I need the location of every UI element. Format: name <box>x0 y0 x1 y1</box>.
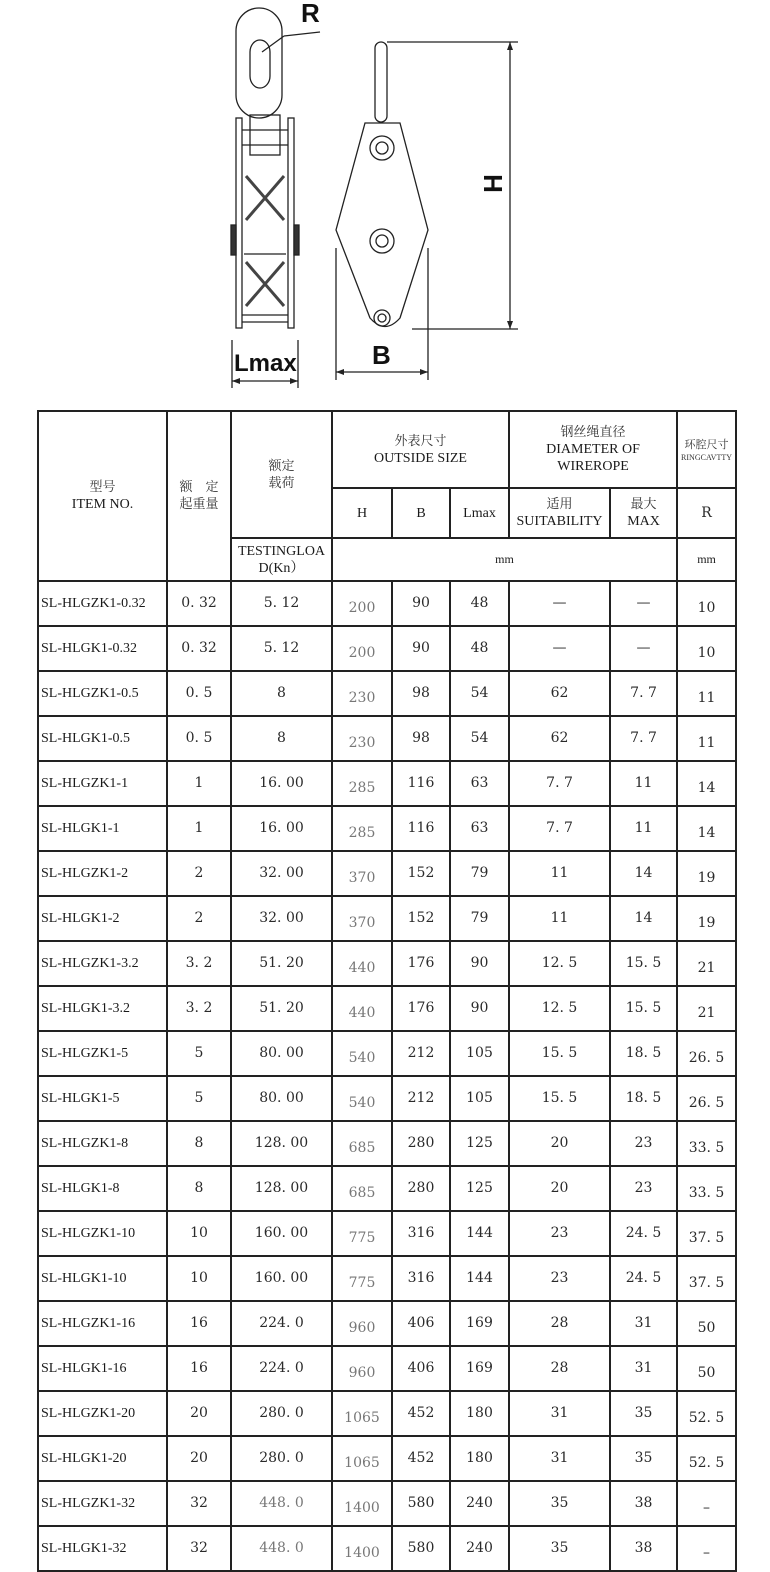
table-row <box>38 1256 736 1301</box>
cell-item-no: SL-HLGK1-0.5 <box>38 716 167 761</box>
cell-b: 580 <box>392 1481 450 1526</box>
cell-item-no: SL-HLGK1-8 <box>38 1166 167 1211</box>
pulley-block-drawing <box>200 0 530 400</box>
cell-item-no: SL-HLGK1-0.32 <box>38 626 167 671</box>
cell-test-load: 128. 00 <box>231 1166 332 1211</box>
cell-test-load: 51. 20 <box>231 986 332 1031</box>
cell-lmax: 105 <box>450 1031 509 1076</box>
cell-max: — <box>610 581 677 626</box>
header-item-en: ITEM NO. <box>71 497 134 512</box>
cell-h: 960 <box>332 1301 392 1346</box>
cell-suitability: 15. 5 <box>509 1031 610 1076</box>
cell-r: 21 <box>677 941 736 986</box>
cell-rated-lift: 0. 5 <box>167 716 231 761</box>
cell-h: 1065 <box>332 1436 392 1481</box>
cell-r: 10 <box>677 581 736 626</box>
eye-neck <box>250 115 280 155</box>
cell-item-no: SL-HLGZK1-10 <box>38 1211 167 1256</box>
header-unit-mm: mm <box>332 538 677 581</box>
header-outside-size <box>332 411 509 488</box>
cell-max: 15. 5 <box>610 986 677 1031</box>
cell-item-no: SL-HLGK1-1 <box>38 806 167 851</box>
cell-max: 18. 5 <box>610 1031 677 1076</box>
cell-rated-lift: 10 <box>167 1211 231 1256</box>
table-row <box>38 1391 736 1436</box>
cell-max: 14 <box>610 851 677 896</box>
table-row <box>38 671 736 716</box>
cell-b: 580 <box>392 1526 450 1571</box>
header-max-en: MAX <box>627 514 660 529</box>
cell-test-load: 5. 12 <box>231 581 332 626</box>
cell-h: 540 <box>332 1031 392 1076</box>
table-row <box>38 1031 736 1076</box>
cell-item-no: SL-HLGZK1-0.32 <box>38 581 167 626</box>
cell-b: 90 <box>392 581 450 626</box>
cell-lmax: 54 <box>450 716 509 761</box>
dimension-label-h: H <box>477 174 508 193</box>
cell-rated-lift: 3. 2 <box>167 941 231 986</box>
eye-ring-inner <box>250 40 270 88</box>
cell-max: — <box>610 626 677 671</box>
cell-suitability: 15. 5 <box>509 1076 610 1121</box>
cell-rated-lift: 2 <box>167 896 231 941</box>
cell-h: 230 <box>332 671 392 716</box>
cell-max: 31 <box>610 1301 677 1346</box>
cell-suitability: 28 <box>509 1346 610 1391</box>
cell-suitability: 20 <box>509 1166 610 1211</box>
cell-lmax: 144 <box>450 1256 509 1301</box>
cell-r: 33. 5 <box>677 1166 736 1211</box>
table-row <box>38 761 736 806</box>
header-unit-mm-r: mm <box>677 538 736 581</box>
table-row <box>38 1481 736 1526</box>
cell-b: 116 <box>392 806 450 851</box>
header-col-h: H <box>332 488 392 538</box>
cell-h: 440 <box>332 986 392 1031</box>
cell-lmax: 48 <box>450 581 509 626</box>
cell-rated-lift: 10 <box>167 1256 231 1301</box>
header-outside-cn: 外表尺寸 <box>394 433 447 449</box>
hook-shank <box>375 42 387 122</box>
table-row <box>38 1436 736 1481</box>
cell-test-load: 32. 00 <box>231 851 332 896</box>
cell-suitability: 11 <box>509 851 610 896</box>
cell-item-no: SL-HLGZK1-8 <box>38 1121 167 1166</box>
cell-b: 176 <box>392 986 450 1031</box>
header-suit-en: SUITABILITY <box>516 514 603 529</box>
pulley-diagram-icon <box>200 0 530 400</box>
header-col-lmax: Lmax <box>450 488 509 538</box>
table-row <box>38 626 736 671</box>
cell-suitability: 20 <box>509 1121 610 1166</box>
cell-lmax: 169 <box>450 1301 509 1346</box>
cell-r: 52. 5 <box>677 1391 736 1436</box>
cell-max: 7. 7 <box>610 671 677 716</box>
cell-suitability: 28 <box>509 1301 610 1346</box>
header-wirerope <box>509 411 677 488</box>
cell-r: 26. 5 <box>677 1031 736 1076</box>
cell-rated-lift: 8 <box>167 1121 231 1166</box>
cell-item-no: SL-HLGZK1-32 <box>38 1481 167 1526</box>
cell-max: 23 <box>610 1166 677 1211</box>
cell-rated-lift: 1 <box>167 761 231 806</box>
cell-r: 26. 5 <box>677 1076 736 1121</box>
cell-h: 370 <box>332 896 392 941</box>
cell-b: 176 <box>392 941 450 986</box>
cell-r: 19 <box>677 851 736 896</box>
side-plate-left <box>236 118 242 328</box>
cell-rated-lift: 0. 32 <box>167 581 231 626</box>
cell-b: 280 <box>392 1121 450 1166</box>
cell-rated-lift: 5 <box>167 1031 231 1076</box>
cell-b: 452 <box>392 1436 450 1481</box>
header-test-load-cn-1: 额定 <box>268 458 295 474</box>
cell-r: 10 <box>677 626 736 671</box>
cell-max: 31 <box>610 1346 677 1391</box>
cell-test-load: 5. 12 <box>231 626 332 671</box>
cell-lmax: 79 <box>450 851 509 896</box>
cell-h: 685 <box>332 1166 392 1211</box>
side-plate-right <box>288 118 294 328</box>
cell-suitability: — <box>509 626 610 671</box>
cell-rated-lift: 16 <box>167 1301 231 1346</box>
table-row <box>38 716 736 761</box>
header-test-load-en-2: D(Kn） <box>258 560 305 576</box>
cell-item-no: SL-HLGZK1-2 <box>38 851 167 896</box>
cell-h: 440 <box>332 941 392 986</box>
cell-test-load: 448. 0 <box>231 1526 332 1571</box>
table-row <box>38 896 736 941</box>
cell-test-load: 160. 00 <box>231 1211 332 1256</box>
cell-r: 21 <box>677 986 736 1031</box>
cell-item-no: SL-HLGZK1-1 <box>38 761 167 806</box>
header-max <box>610 488 677 538</box>
table-row <box>38 941 736 986</box>
cell-max: 38 <box>610 1526 677 1571</box>
table-row <box>38 1076 736 1121</box>
cell-b: 152 <box>392 896 450 941</box>
cell-test-load: 16. 00 <box>231 806 332 851</box>
cell-lmax: 48 <box>450 626 509 671</box>
table-row <box>38 1526 736 1571</box>
cell-test-load: 448. 0 <box>231 1481 332 1526</box>
cell-b: 90 <box>392 626 450 671</box>
cell-b: 212 <box>392 1076 450 1121</box>
table-row <box>38 986 736 1031</box>
cell-r: 19 <box>677 896 736 941</box>
cell-max: 11 <box>610 806 677 851</box>
cell-item-no: SL-HLGK1-3.2 <box>38 986 167 1031</box>
cell-test-load: 16. 00 <box>231 761 332 806</box>
cell-item-no: SL-HLGK1-10 <box>38 1256 167 1301</box>
cell-max: 7. 7 <box>610 716 677 761</box>
header-wire-en-1: DIAMETER OF <box>546 442 640 457</box>
cell-r: 37. 5 <box>677 1211 736 1256</box>
header-col-r: R <box>677 488 736 538</box>
cell-test-load: 8 <box>231 671 332 716</box>
cell-max: 14 <box>610 896 677 941</box>
cell-lmax: 63 <box>450 761 509 806</box>
cell-max: 15. 5 <box>610 941 677 986</box>
cell-test-load: 128. 00 <box>231 1121 332 1166</box>
cell-item-no: SL-HLGK1-32 <box>38 1526 167 1571</box>
cell-r: 14 <box>677 806 736 851</box>
cell-rated-lift: 20 <box>167 1391 231 1436</box>
cell-test-load: 8 <box>231 716 332 761</box>
header-outside-en: OUTSIDE SIZE <box>374 450 467 466</box>
eye-ring-outer <box>236 8 282 118</box>
cell-test-load: 51. 20 <box>231 941 332 986</box>
cell-test-load: 280. 0 <box>231 1436 332 1481</box>
cell-r: 14 <box>677 761 736 806</box>
header-wire-cn: 钢丝绳直径 <box>560 425 626 440</box>
cell-lmax: 125 <box>450 1121 509 1166</box>
cell-test-load: 224. 0 <box>231 1346 332 1391</box>
table-row <box>38 1346 736 1391</box>
cell-max: 23 <box>610 1121 677 1166</box>
cell-h: 1400 <box>332 1526 392 1571</box>
cell-item-no: SL-HLGK1-20 <box>38 1436 167 1481</box>
table-row <box>38 1166 736 1211</box>
cell-test-load: 280. 0 <box>231 1391 332 1436</box>
cell-rated-lift: 5 <box>167 1076 231 1121</box>
cell-suitability: 23 <box>509 1256 610 1301</box>
cell-max: 38 <box>610 1481 677 1526</box>
cell-rated-lift: 8 <box>167 1166 231 1211</box>
specification-table <box>37 410 737 1572</box>
table-row <box>38 851 736 896</box>
cell-r: 33. 5 <box>677 1121 736 1166</box>
cell-rated-lift: 32 <box>167 1526 231 1571</box>
cell-suitability: — <box>509 581 610 626</box>
header-wire-en-2: WIREROPE <box>557 459 629 474</box>
cell-h: 775 <box>332 1211 392 1256</box>
header-test-load-cn-2: 载荷 <box>268 475 295 491</box>
cell-max: 35 <box>610 1436 677 1481</box>
cell-b: 98 <box>392 716 450 761</box>
cell-h: 960 <box>332 1346 392 1391</box>
header-test-load-en-1: TESTINGLOA <box>237 543 326 559</box>
header-test-load <box>231 411 332 538</box>
cell-lmax: 90 <box>450 941 509 986</box>
cell-item-no: SL-HLGZK1-0.5 <box>38 671 167 716</box>
cell-suitability: 12. 5 <box>509 941 610 986</box>
cell-test-load: 80. 00 <box>231 1076 332 1121</box>
cell-suitability: 12. 5 <box>509 986 610 1031</box>
cell-suitability: 62 <box>509 716 610 761</box>
cell-lmax: 180 <box>450 1436 509 1481</box>
cell-h: 230 <box>332 716 392 761</box>
cell-rated-lift: 32 <box>167 1481 231 1526</box>
cell-suitability: 11 <box>509 896 610 941</box>
cell-rated-lift: 0. 32 <box>167 626 231 671</box>
cell-lmax: 79 <box>450 896 509 941</box>
cell-b: 280 <box>392 1166 450 1211</box>
cell-h: 685 <box>332 1121 392 1166</box>
cell-h: 1065 <box>332 1391 392 1436</box>
cell-h: 200 <box>332 581 392 626</box>
cell-rated-lift: 20 <box>167 1436 231 1481</box>
cell-test-load: 224. 0 <box>231 1301 332 1346</box>
header-ring-cavity <box>677 411 736 488</box>
cell-item-no: SL-HLGZK1-20 <box>38 1391 167 1436</box>
cell-r: 37. 5 <box>677 1256 736 1301</box>
cell-item-no: SL-HLGZK1-5 <box>38 1031 167 1076</box>
cell-r: 11 <box>677 716 736 761</box>
cell-suitability: 23 <box>509 1211 610 1256</box>
cell-lmax: 144 <box>450 1211 509 1256</box>
cell-suitability: 31 <box>509 1391 610 1436</box>
cell-lmax: 240 <box>450 1526 509 1571</box>
cell-h: 285 <box>332 806 392 851</box>
cell-lmax: 180 <box>450 1391 509 1436</box>
cell-r: 52. 5 <box>677 1436 736 1481</box>
cell-max: 35 <box>610 1391 677 1436</box>
header-max-cn: 最大 <box>630 497 657 512</box>
cell-suitability: 35 <box>509 1481 610 1526</box>
cell-suitability: 62 <box>509 671 610 716</box>
header-suit-cn: 适用 <box>546 497 573 512</box>
cell-h: 540 <box>332 1076 392 1121</box>
header-suitability <box>509 488 610 538</box>
table-row <box>38 581 736 626</box>
dimension-label-r: R <box>301 0 320 28</box>
header-item-no <box>38 411 167 581</box>
cell-h: 370 <box>332 851 392 896</box>
header-test-load-en <box>231 538 332 581</box>
cell-max: 11 <box>610 761 677 806</box>
cell-r: – <box>677 1481 736 1526</box>
cell-rated-lift: 0. 5 <box>167 671 231 716</box>
dimension-label-lmax: Lmax <box>234 350 297 377</box>
header-rated-lift-cn-2: 起重量 <box>179 497 219 512</box>
cell-suitability: 7. 7 <box>509 761 610 806</box>
cell-suitability: 31 <box>509 1436 610 1481</box>
cell-rated-lift: 2 <box>167 851 231 896</box>
cell-lmax: 63 <box>450 806 509 851</box>
cell-item-no: SL-HLGK1-16 <box>38 1346 167 1391</box>
cell-max: 24. 5 <box>610 1256 677 1301</box>
cell-lmax: 169 <box>450 1346 509 1391</box>
cell-suitability: 35 <box>509 1526 610 1571</box>
cell-b: 406 <box>392 1301 450 1346</box>
cell-lmax: 105 <box>450 1076 509 1121</box>
cell-item-no: SL-HLGK1-2 <box>38 896 167 941</box>
dimension-label-b: B <box>372 340 391 370</box>
header-ring-en: RINGCAVTTY <box>681 453 733 462</box>
cell-test-load: 32. 00 <box>231 896 332 941</box>
cell-b: 316 <box>392 1211 450 1256</box>
cell-r: 50 <box>677 1346 736 1391</box>
table-row <box>38 806 736 851</box>
cell-test-load: 80. 00 <box>231 1031 332 1076</box>
cell-rated-lift: 1 <box>167 806 231 851</box>
cell-rated-lift: 16 <box>167 1346 231 1391</box>
header-ring-cn: 环腔尺寸 <box>684 438 729 451</box>
cell-lmax: 240 <box>450 1481 509 1526</box>
cell-h: 775 <box>332 1256 392 1301</box>
table-row <box>38 1211 736 1256</box>
cell-item-no: SL-HLGZK1-3.2 <box>38 941 167 986</box>
cell-h: 200 <box>332 626 392 671</box>
cell-item-no: SL-HLGK1-5 <box>38 1076 167 1121</box>
header-col-b: B <box>392 488 450 538</box>
cell-h: 285 <box>332 761 392 806</box>
cell-lmax: 54 <box>450 671 509 716</box>
cell-max: 24. 5 <box>610 1211 677 1256</box>
cell-max: 18. 5 <box>610 1076 677 1121</box>
cell-item-no: SL-HLGZK1-16 <box>38 1301 167 1346</box>
cell-r: 50 <box>677 1301 736 1346</box>
cell-r: – <box>677 1526 736 1571</box>
cell-rated-lift: 3. 2 <box>167 986 231 1031</box>
cell-lmax: 90 <box>450 986 509 1031</box>
table-row <box>38 1121 736 1166</box>
cell-suitability: 7. 7 <box>509 806 610 851</box>
cell-b: 212 <box>392 1031 450 1076</box>
cell-test-load: 160. 00 <box>231 1256 332 1301</box>
cell-b: 98 <box>392 671 450 716</box>
cell-b: 452 <box>392 1391 450 1436</box>
cell-b: 116 <box>392 761 450 806</box>
header-rated-lift-cn-1: 额 定 <box>179 480 219 495</box>
cell-b: 406 <box>392 1346 450 1391</box>
header-item-cn: 型号 <box>89 480 116 495</box>
cell-b: 316 <box>392 1256 450 1301</box>
cell-b: 152 <box>392 851 450 896</box>
cell-lmax: 125 <box>450 1166 509 1211</box>
cell-h: 1400 <box>332 1481 392 1526</box>
header-rated-lift <box>167 411 231 581</box>
cell-r: 11 <box>677 671 736 716</box>
table-row <box>38 1301 736 1346</box>
